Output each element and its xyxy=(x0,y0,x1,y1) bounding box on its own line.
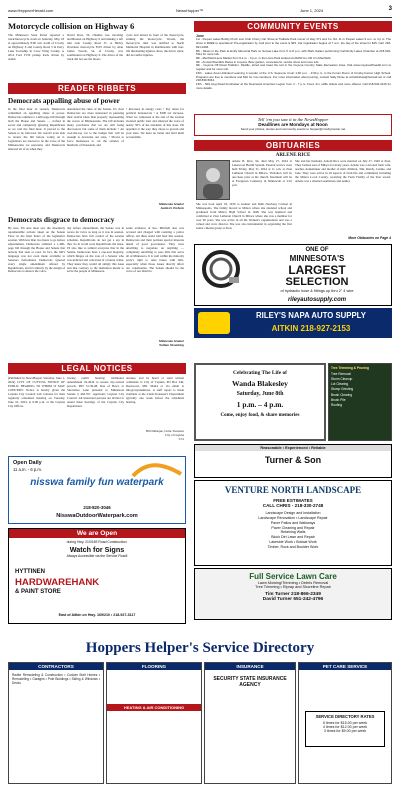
appalling-headline: Democrats appalling abuse of power xyxy=(8,97,120,105)
obit-name: ARLENE RICE xyxy=(275,153,311,158)
paint-store: & PAINT STORE xyxy=(15,589,61,595)
appalling-col-2: abandoned the rules of the Senate. It's clear Democrats are more interested in pursuing their radical ideas than properly representing the voices of Minnesotans. The bill includes many provisions that we are still being discovered, but some of them include: • An over-the-top cut to the budget that will be enough to devastate our state, • Moves to force businesses to cut the salaries of hundreds of thousands, and xyxy=(67,107,124,147)
lawn-care-title: Full Service Lawn Care xyxy=(249,572,337,581)
rate-line: 3 times for $9.00 per week xyxy=(323,729,367,733)
rate-line: 5 times for $15.00 per week xyxy=(322,721,368,725)
celebrating-date: Saturday, June 8th xyxy=(236,391,284,397)
open-daily: Open Daily xyxy=(13,460,42,466)
dir-heading: CONTRACTORS xyxy=(9,663,103,670)
appalling-col-3: • Increases in energy costs • Pay raises for political bureaucrats • A $300 tax increase. What we witnessed at the end of the session violated public trust and silenced the voice of nearly 50% of the residents of this state. I'm appalled at the way they chose to govern and your state. We must do better and hold them accountable. xyxy=(126,107,184,139)
event-item: 8th - Merrifield Lions Market from 9 a.m. - 3 p.m. in the Lions Park located at 21050 Co. Rd 3 in Merrifield. xyxy=(196,55,332,60)
we-are-open: We are Open xyxy=(9,529,185,538)
hose-image xyxy=(199,249,243,289)
venture-service: Lakeside Work • Bobcat Work xyxy=(269,540,317,545)
appalling-signature xyxy=(126,202,184,210)
tree-services xyxy=(329,372,391,408)
tree-item: Stump Grinding xyxy=(331,387,354,392)
obit-text-3: She and her husband, Arnold Rice were married on July 27, 1949 at Zion. They farmed east of Milaca for many years. Arlene was a devoted farm wife, teacher, homemaker and mother of their children, Tim, Randy, Connie, and Jane. They were active in all aspects of farm life and community including the Milaca Local County, receiving the Farm Family of the Year award. Arlene was a talented seamstress and quilter. xyxy=(295,159,391,183)
sig-line: 5/31 xyxy=(178,436,184,441)
obit-text-2: She was born April 18, 1930 to Gunnar and Ruth Newberg Carlson in Minneapolis. The family moved to Milaca where she attended school and graduated from Milaca High School in 1948. She was baptized and confirmed at Zion Lutheran Church in Milaca where she was a member for over 90 years. She was active in all the Women's organizations and was a valued and crew director. She was also instrumental in organizing the first senior citizens group at Zion. xyxy=(196,202,292,230)
turner-name: Turner & Son xyxy=(264,455,322,465)
event-item: 9th - Annual Woodtick Races in Cuyuna. Beer garden, concessions, vendor show and more info. xyxy=(196,59,320,64)
napa-logo-icon xyxy=(198,312,230,334)
dir-contractor-text: Radke Remodeling & Construction • Custom Built Homes • Remodeling • Garages • Pole Buildings • Siding & Windows • Decks xyxy=(12,673,100,686)
sig-name: Justin D. Eichorn xyxy=(160,206,184,210)
tree-title: Tree Trimming & Pruning xyxy=(331,366,369,370)
dir-insurance xyxy=(204,662,296,784)
reader-ribbets-banner: READER RIBBETS xyxy=(8,83,186,94)
tree-item: Tree Removal xyxy=(331,372,351,376)
motorcycle-col-1: The Minnesota State Patrol reported a truck/motorcycle crash on Saturday, May 18 at approximately 8:00 a.m. north of Crosby on Highway 6 and County Road 3 in Perry Lake Township in Crow Wing County. A 2014 Ford F150 pickup truck driven by Adam xyxy=(8,33,64,61)
page-header xyxy=(8,6,392,18)
accessible-line: Always Accessible via the Service Road! xyxy=(66,554,128,558)
tree-item: Storm Cleanup xyxy=(331,377,353,382)
turner-tagline: Reasonable • Experienced • Reliable xyxy=(195,445,391,451)
legal-notices-banner: LEGAL NOTICES xyxy=(8,363,186,374)
celebrating-name: Wanda Blakesley xyxy=(232,379,288,388)
free-estimates: FREE ESTIMATES xyxy=(273,498,313,503)
page-number: 3 xyxy=(388,6,392,12)
header-date: June 1, 2024 xyxy=(300,8,324,13)
waterslide-icon xyxy=(131,460,183,478)
celebrating-info: Come, enjoy food, & share memories xyxy=(220,413,300,418)
event-item: 1st - Pequot Lakes Bobby Pinch Lion Club Cherry Car Show at Trailside Park corner of Hwy 371 and Co. Rd. 11 in Pequot Lakes 9 a.m. to 4 p.m. The show is FREE to spectators! Pre-registration by mail prior to the event is $15. Car registration begins at 7 a.m. the day of the show for $15. Call: 218-821-0496. xyxy=(196,37,391,49)
events-month: June xyxy=(196,34,204,38)
appalling-col-1: In the final hour of session, Democrats committed an appalling abuse of power. Democrats rammed a 1,400-page bill through both the House and Senate — crafted in secret and completely ignoring Republicans as we told the final hour. It proved to the Senate to be followed. We weren't even able to review the bill before voting on it. Legislators are elected to be the voice of the Minnesotans we represent, and Democrats silenced all of us when they xyxy=(8,107,65,151)
venture-phone[interactable]: CALL CHRIS - 218-330-2748 xyxy=(262,503,324,508)
event-item: 15th - Lakes Area Unlimited Learning 4 wonder of the U.S. Supreme Court 1:30 p.m. - 3:30 p.m. in the Forum Room of Crosby-Ironton High School. Programs are free to members and $10 for non-members. For more information about joining, contact Sally Dinse at schultzshaw@hotmail.net or call 218-839-5044. xyxy=(196,70,391,83)
venture-service: Block Dirt Lawn and Repair xyxy=(271,535,315,540)
turner-ad xyxy=(194,568,392,620)
watch-signs: Watch for Signs xyxy=(69,545,125,554)
venture-service: Timber, Rock and Boulder Work xyxy=(267,544,319,549)
portrait-image xyxy=(197,161,229,199)
celebrating-hours: 1 p.m. – 4 p.m. xyxy=(236,400,284,409)
riley-napa-ad xyxy=(194,308,392,338)
security-state: SECURITY STATE INSURANCE AGENCY xyxy=(213,676,287,688)
legal-col-3: Avenue, and be heard or send written comments to City of Cuyuna, PO Box 346, Deerwood, MN 56444 or via email at info@cuyunamn.us. A staff report is made available at the Clerk-Treasurer's Department typically one week before the scheduled hearing. xyxy=(126,376,184,404)
event-item: 8th - Music in the Park at Emily Memorial Park on Sunset Lake from 5 to 8 p.m. with Mark Gatten performing! Call Emily Lakes Chamber at 218-543-5111 for more info. xyxy=(196,48,391,57)
sig-title: Minnesota Senator xyxy=(158,339,184,343)
celebrating-ad xyxy=(194,363,326,441)
obit-photo xyxy=(196,160,230,200)
venture-north-ad xyxy=(194,480,392,566)
venture-service: Landscape Renovation • Landscape Repair xyxy=(258,515,328,520)
tree-item: Lot Clearing xyxy=(331,382,349,387)
obituaries-banner: OBITUARIES xyxy=(194,140,392,151)
tree-item: Roofing xyxy=(331,402,342,407)
venture-service: Paver Cleaning and Repair xyxy=(271,525,315,530)
masthead: NewsHopper™ xyxy=(176,8,204,13)
venture-service: Retaining Walls xyxy=(280,530,306,535)
motorcycle-col-2: David Ross, 50, Onamia was traveling northbound on Highway 6 and making a left turn onto County Road 31. A Harley Davidson motorcycle FLH driven by Alan James Woods, 54, of Crosby, was southbound on Highway 6. The driver of the truck did not see the motor- xyxy=(67,33,123,61)
waterpark-url[interactable]: NisswaOutdoorWaterpark.com xyxy=(56,513,138,519)
waterpark-name: nisswa family fun waterpark xyxy=(30,477,164,488)
sig-title: Minnesota Senator xyxy=(158,202,184,206)
tree-item: Brush Pile xyxy=(331,397,346,402)
sig-line: Bill Dubuque, Clerk-Treasurer xyxy=(146,429,184,433)
venture-service: Landscape Design and Installation xyxy=(265,511,321,515)
selection-text: SELECTION xyxy=(285,276,349,288)
tell-em-box xyxy=(194,114,392,136)
event-item: 9th - Cuyuna Off Road Triathlon. Paddle, shred and tread the soil in the Cuyuna Country State Recreation Area. Visit www.cuyunaoffroadtri.com to register and for more info. xyxy=(196,63,391,72)
disgrace-signature xyxy=(126,339,184,347)
disgrace-col-1: By now, I'm sure most saw the absolutely reprehensible actions taken on the Senate Floor in the final hours of the legislative session. With less than two hours to go before adjournment, Democrats rammed a 1,400-page bill through the House and Senate that nobody had seen or read. In fact, the bill's language was not even made available to Senators beforehand. Democrats ignored every single amendment offered by Republicans, and it's entirely by the design of Democrats to silence the voice. xyxy=(8,226,65,274)
hardware-hank: HARDWAREHANK xyxy=(15,577,100,588)
sig-name: Nathan Wesenberg xyxy=(159,343,184,347)
dir-heading: INSURANCE xyxy=(205,663,295,670)
lawn-line-1: Lawn Mowing/Trimming • Debris Removal xyxy=(257,581,329,585)
deadline-line: Deadlines are Mondays at Noon xyxy=(258,122,328,127)
tree-service-ad xyxy=(328,363,392,441)
disgrace-headline: Democrats disgrace to democracy xyxy=(8,215,115,224)
obit-text-1: Arlene B. Rice, 94, died May 27, 2024 at Lakewood Health System. Funeral service were held Friday, May 31, 2024 at 11 a.m. at Zion Lutheran Church in Milaca. Visitation will be one hour prior at the church. Interment will be at Evergreen Cemetery in Ninnescah at 2:45 p.m. xyxy=(232,159,292,187)
sig-line: City of Cuyuna xyxy=(164,432,184,437)
dir-pet-care xyxy=(298,662,392,784)
community-events-list xyxy=(196,34,391,90)
waterpark-hours: 11 a.m. - 6 p.m. xyxy=(13,467,43,472)
legal-signature xyxy=(126,430,184,442)
legal-col-2: lowing public hearing: Ordinance Amendment 24-2024 to rezone city-owned parcels, PID 31-39-08, Rue of Bowl, to Snowshoe Lane pursuant to Minnesota Statute § 462.357. Applicant: Cuyuna City Council. All interested persons are invited to attend these hearings of the Cuyuna City Department. xyxy=(67,376,124,408)
dir-heating: HEATING & AIR CONDITIONING xyxy=(107,704,201,711)
open-during: during Hwy. 210/169 Road Construction. xyxy=(66,540,128,544)
riley-phone-line xyxy=(234,324,388,333)
dir-flooring xyxy=(106,662,202,784)
site-url: www.HeppnerHerald.com xyxy=(8,8,54,13)
owner-2[interactable]: David Turner 651-242-4796 xyxy=(262,597,324,602)
rates-box xyxy=(305,711,385,747)
dir-heading: PET CARE SERVICE xyxy=(299,663,391,670)
legal-col-1: (Published in NewsHopper Saturday, June 1, 2024) CITY OF CUYUNA NOTICE OF PUBLIC HEARING TO WHOM IT MAY CONCERN: Notice is hereby given the Cuyuna City Council will convene for their regularly scheduled meeting on Tuesday, June 10, 2024, at 6:00 p.m. at the Cuyuna City Offices. xyxy=(8,376,65,408)
tell-em-line: Tell 'em you saw it in the NewsHopper xyxy=(257,117,329,122)
dir-contractors xyxy=(8,662,104,784)
hyttinen-location: East of Aitkin on Hwy. 169/210 • 218-927-3117 xyxy=(58,613,136,617)
minnesotas: MINNESOTA'S xyxy=(289,254,345,263)
motorcycle-headline: Motorcycle collision on Highway 6 xyxy=(8,21,135,31)
hyttinen-name: HYTTINEN xyxy=(15,569,45,575)
rate-line: 4 times for $12.00 per week xyxy=(322,725,368,729)
lawn-line-2: Tree Trimming • Riprap and Shoreline Repair xyxy=(255,585,331,589)
send-line: Send your photos, stories and community events to hopper@crosbyironton.net xyxy=(240,127,346,131)
riley-name: RILEY'S NAPA AUTO SUPPLY xyxy=(256,311,366,320)
largest-selection-ad xyxy=(194,244,392,306)
event-item: 15th - SRL Hug Road Fundraiser at the Deerwood American Legion from 4 - 7 p.m. Food, fun, raffle tickets and more offered. Call 218-534-3215 for more details. xyxy=(196,81,391,90)
celebrating-line: Celebrating The Life of xyxy=(233,370,287,376)
waterpark-phone[interactable]: 218-820-3046 xyxy=(83,505,111,510)
hyttinen-ad xyxy=(8,528,186,624)
more-obits-link[interactable]: More Obituaries on Page 4 xyxy=(348,236,391,240)
venture-services xyxy=(195,511,391,550)
disgrace-col-2: day before adjournment, the Senate was in recess for twice as long as it was in session. Democrats have full control of the session schedule. Republicans do not get a say in that. So in world were Republicans the issue. I'd also like to remind everyone that in the Senate, Democrats have a one-seat majority, which hinges on the vote of a Senator who was indicted and convicted of a felony crime. They knew they would all simply this issue and that contrary to the institution meant to serve the people of Minnesota. xyxy=(67,226,124,274)
waterpark-ad xyxy=(8,456,186,524)
riley-phone[interactable]: 218-927-2153 xyxy=(300,324,351,333)
venture-name: VENTURE NORTH LANDSCAPE xyxy=(224,485,362,495)
turner-ad-top xyxy=(194,444,392,478)
hydraulic-text: of hydraulic hose & fittings up thru 2" 4 wire xyxy=(280,289,354,293)
motorcycle-col-3: cycle and turned in front of the motorcycle, striking the motorcycle. Woods, the motorcycle rider was airlifted to North Memorial Hospital in Robbinsdale with non-life threatening injuries. Ross, the driver truck, did not suffer injuries. xyxy=(126,33,184,57)
disgrace-col-3: seeks evidence of lies. Mitchell also was accused and charged with resisting a police officer. All three stand trial later this session. Democrats and their partisan special interests ahead of good governance. They were unwilling to negotiate on anything — completely unwilling to pass bills that serve all of Minnesota. It is well within the minority party's right to raise issues with bills, especially when those issues directly affect our constituents. The Senate should be the voice of our districts. xyxy=(126,226,184,274)
largest-text: LARGEST xyxy=(288,263,346,277)
rates-title: SERVICE DIRECTORY RATES xyxy=(315,714,375,719)
owner-1[interactable]: Tim Turner 218-866-2349 xyxy=(265,592,321,597)
riley-city: AITKIN xyxy=(271,324,299,333)
venture-service: Paver Patios and Walkways xyxy=(270,520,316,525)
riley-url[interactable]: rileyautosupply.com xyxy=(287,297,347,303)
tree-item: Brush Clearing xyxy=(331,392,353,397)
service-directory-title: Hoppers Helper's Service Directory xyxy=(85,640,315,656)
community-events-banner: COMMUNITY EVENTS xyxy=(194,21,392,32)
dir-heading: FLOORING xyxy=(107,663,201,670)
one-of: ONE OF xyxy=(305,247,329,253)
